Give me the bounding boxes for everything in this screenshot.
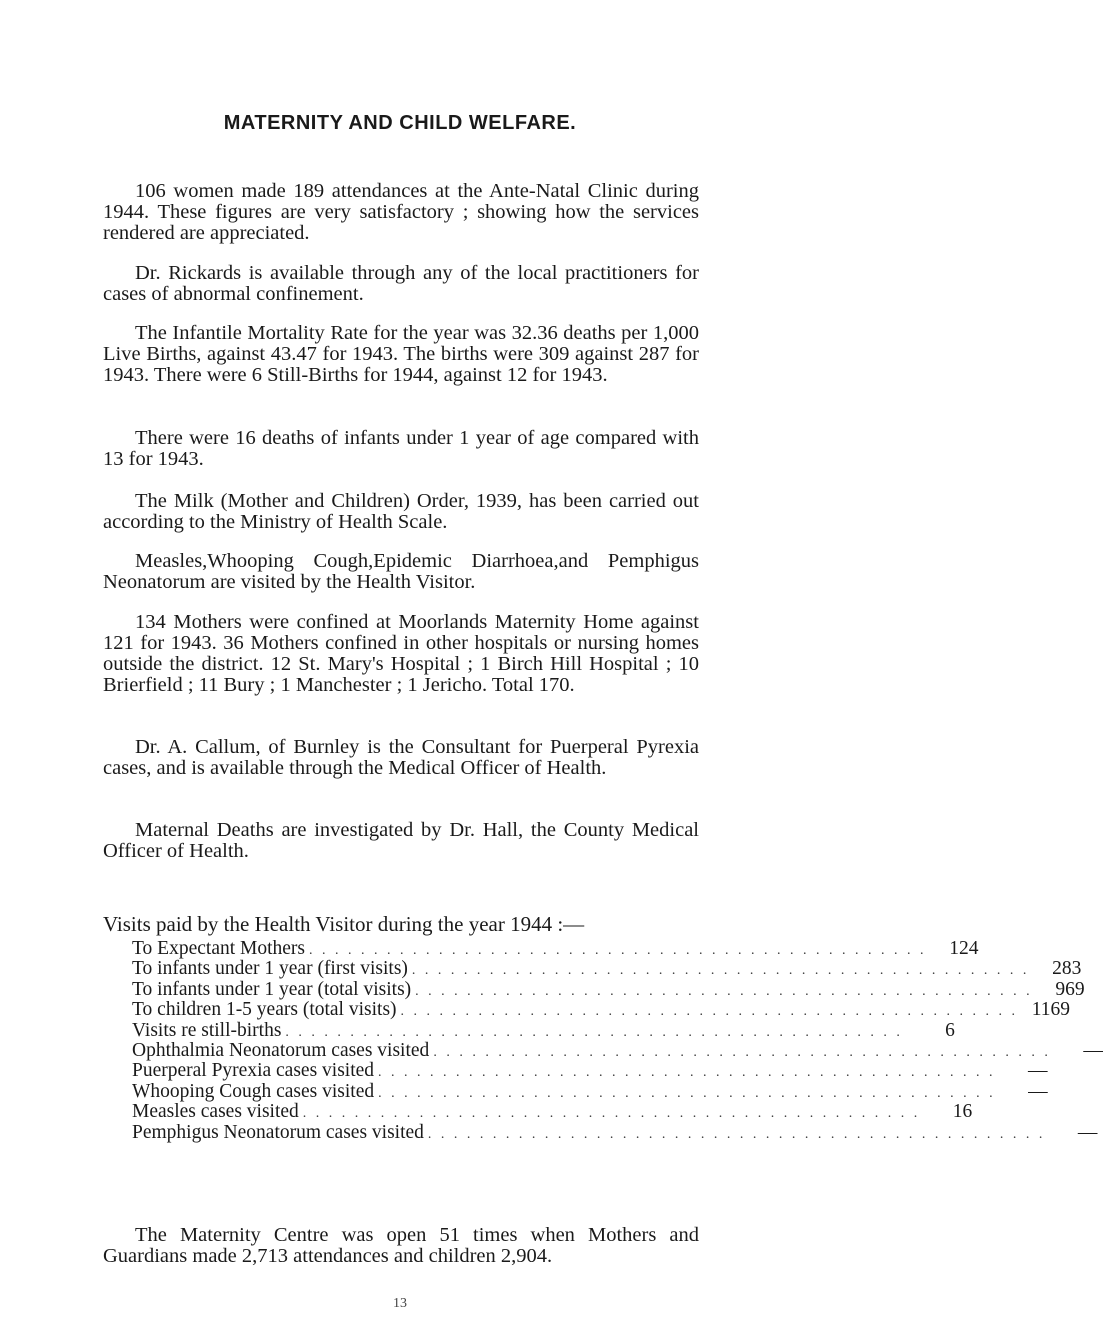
leader-dots: . . . . . . . . . . . . . . . . . . . . . . . . . . . . . . . . . . . . . . . . . . . . . . . . [285,1024,903,1040]
visit-row [132,1019,955,1041]
visit-value: 969 [1055,978,1085,1000]
visit-label: Visits re still-births [132,1019,282,1041]
visit-label: Pemphigus Neonatorum cases visited [132,1121,424,1143]
paragraph-maternal-deaths: Maternal Deaths are investigated by Dr. Hall, the County Medical Officer of Health. [103,819,699,862]
leader-dots: . . . . . . . . . . . . . . . . . . . . . . . . . . . . . . . . . . . . . . . . . . . . . . . . [302,1106,921,1122]
visit-label: To infants under 1 year (total visits) [132,978,412,1000]
visit-value: — [1028,1080,1048,1102]
page-title: MATERNITY AND CHILD WELFARE. [223,112,577,134]
paragraph-puerperal-consultant: Dr. A. Callum, of Burnley is the Consultant for Puerperal Pyrexia cases, and is available through the Medical Officer of Health. [103,736,699,779]
paragraph-milk-order: The Milk (Mother and Children) Order, 1939, has been carried out according to the Ministry of Health Scale. [103,490,699,533]
paragraph-confinements: 134 Mothers were confined at Moorlands Maternity Home against 121 for 1943. 36 Mothers confined in other hospitals or nursing homes outside the district. 12 St. Mary's Hospital ; 1 Birch Hill Hospital ; 10 Brierfield ; 11 Bury ; 1 Manchester ; 1 Jericho. Total 170. [103,611,699,696]
visit-label: Whooping Cough cases visited [132,1080,375,1102]
paragraph-abnormal-confinement: Dr. Rickards is available through any of the local practitioners for cases of abnormal confinement. [103,262,699,305]
leader-dots: . . . . . . . . . . . . . . . . . . . . . . . . . . . . . . . . . . . . . . . . . . . . . . . . [433,1044,1051,1060]
leader-dots: . . . . . . . . . . . . . . . . . . . . . . . . . . . . . . . . . . . . . . . . . . . . . . . . [427,1126,1046,1142]
visit-value: — [1028,1060,1048,1082]
leader-dots: . . . . . . . . . . . . . . . . . . . . . . . . . . . . . . . . . . . . . . . . . . . . . . . . [378,1065,996,1081]
leader-dots: . . . . . . . . . . . . . . . . . . . . . . . . . . . . . . . . . . . . . . . . . . . . . . . . [411,963,1030,979]
visit-value: 124 [949,938,979,959]
leader-dots: . . . . . . . . . . . . . . . . . . . . . . . . . . . . . . . . . . . . . . . . . . . . . . . . [378,1085,996,1101]
visit-value: 6 [945,1019,955,1041]
visit-row [132,1101,973,1123]
leader-dots: . . . . . . . . . . . . . . . . . . . . . . . . . . . . . . . . . . . . . . . . . . . . . . . . [309,943,927,958]
visit-label: To Expectant Mothers [132,938,306,959]
visit-label: Puerperal Pyrexia cases visited [132,1060,375,1082]
visit-label: Ophthalmia Neonatorum cases visited [132,1039,430,1061]
visit-row [132,1060,1048,1082]
visit-row [132,1039,1103,1061]
page-number: 13 [393,1296,407,1311]
paragraph-health-visitor: Measles,Whooping Cough,Epidemic Diarrhoea,and Pemphigus Neonatorum are visited by the Health Visitor. [103,550,699,593]
visit-label: Measles cases visited [132,1101,299,1123]
visit-value: — [1077,1121,1098,1143]
visit-value: 283 [1052,958,1082,980]
visit-label: To children 1-5 years (total visits) [132,999,397,1021]
paragraph-antenatal-clinic: 106 women made 189 attendances at the Ante-Natal Clinic during 1944. These figures are very satisfactory ; showing how the services rendered are appreciated. [103,180,699,244]
visit-row [132,978,1085,1000]
visit-value: 1169 [1031,999,1071,1021]
leader-dots: . . . . . . . . . . . . . . . . . . . . . . . . . . . . . . . . . . . . . . . . . . . . . . . . [400,1004,1019,1020]
leader-dots: . . . . . . . . . . . . . . . . . . . . . . . . . . . . . . . . . . . . . . . . . . . . . . . . [415,983,1033,999]
paragraph-infant-mortality: The Infantile Mortality Rate for the year was 32.36 deaths per 1,000 Live Births, against 43.47 for 1943. The births were 309 against 287 for 1943. There were 6 Still-Births for 1944, against 12 for 1943. [103,322,699,386]
visit-row [132,1121,1098,1143]
visit-value: — [1083,1039,1103,1061]
visit-label: To infants under 1 year (first visits) [132,958,408,980]
visits-intro: Visits paid by the Health Visitor during the year 1944 :— [103,912,585,936]
paragraph-infant-deaths: There were 16 deaths of infants under 1 year of age compared with 13 for 1943. [103,427,699,470]
visits-table [132,938,1103,1143]
visit-row [132,938,979,959]
visit-row [132,1080,1048,1102]
paragraph-maternity-centre: The Maternity Centre was open 51 times when Mothers and Guardians made 2,713 attendances and children 2,904. [103,1224,699,1267]
visit-value: 16 [952,1101,973,1123]
visit-row [132,958,1082,980]
visit-row [132,999,1071,1021]
